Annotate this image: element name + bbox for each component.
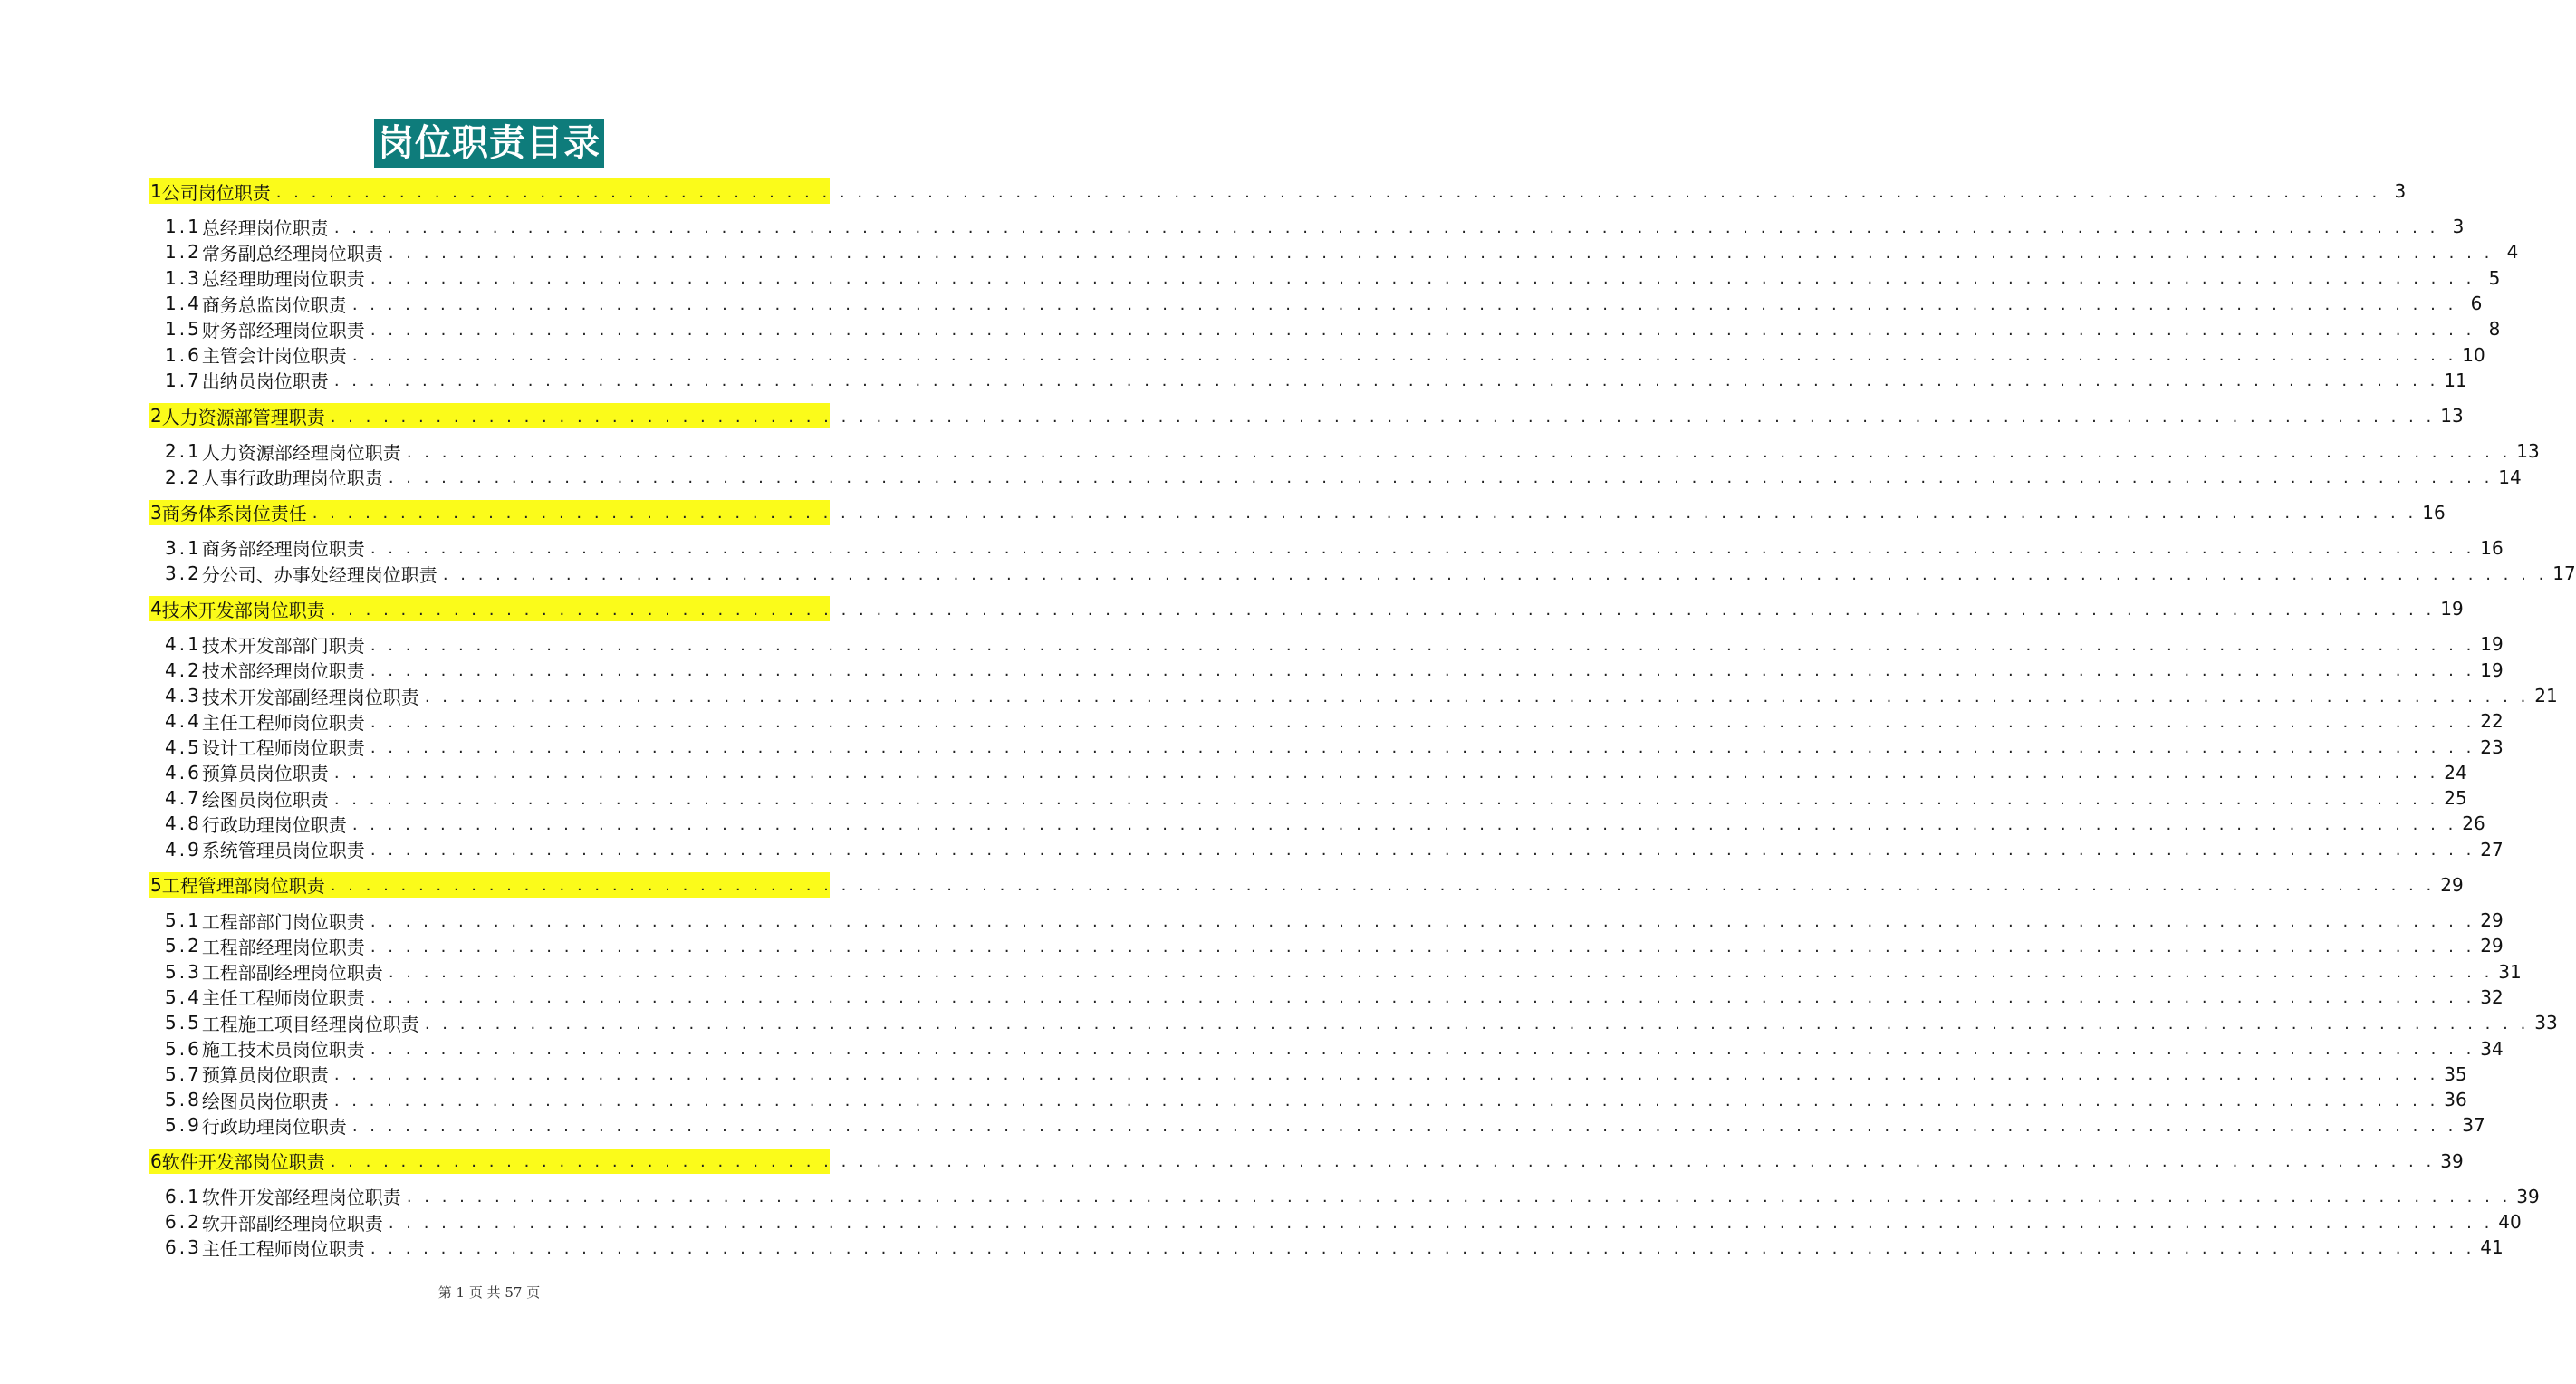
toc-section-entry[interactable] (149, 316, 2501, 341)
toc-section-title: 预算员岗位职责 (201, 763, 329, 785)
toc-section-number: 2.1 (165, 440, 202, 463)
toc-chapter-number: 5 (150, 873, 162, 896)
toc-section-number: 2.2 (165, 466, 202, 488)
toc-section-number: 4.2 (165, 658, 202, 681)
toc-dot-leader: . . . . . . . . . . . . . . . . . . . . . . . . . . . . . . . . . . . . . . . . . . . . . . . . . . . . . . . . . . . . . . . . . . . . . . . . . . . . . . . . . . . . . . . . . . . . . . . . . . . . . . . . . . . . . . . . . . . . . . . . (388, 1213, 2494, 1233)
toc-section-number: 1.3 (165, 266, 202, 289)
toc-section-page-number: 19 (2480, 633, 2504, 656)
toc-section-entry[interactable] (149, 683, 2558, 708)
toc-section-number: 4.8 (165, 812, 202, 835)
toc-section-title: 工程部经理岗位职责 (201, 936, 365, 958)
toc-dot-leader: . . . . . . . . . . . . . . . . . . . . . . . . . . . . . . . . . . . . . . . . . . . . . . . . . . . . . . . . . . . . . . . . . . . . . . . . . . . . . . . . . . . . . . . . . . . . . . . . . . . . . . . . . . . . . . . . . . . . . . . . (370, 988, 2475, 1008)
toc-section-page-number: 29 (2480, 909, 2504, 932)
toc-section-page-number: 3 (2452, 216, 2465, 238)
toc-section-page-number: 35 (2444, 1062, 2467, 1085)
toc-chapter-entry[interactable] (149, 500, 2446, 525)
toc-section-title: 绘图员岗位职责 (201, 1090, 329, 1112)
toc-section-page-number: 39 (2516, 1185, 2540, 1207)
toc-section-page-number: 14 (2498, 466, 2522, 488)
toc-section-number: 3.1 (165, 536, 202, 559)
toc-dot-leader: . . . . . . . . . . . . . . . . . . . . . . . . . . . . . . . . . . . . . . . . . . . . . . . . . . . . . . . . . . . . . . . . . . . . . . . . . . . . . . . . . . . . . . . . . . . . . . . . . . . . . . . . . . . . . . . . . . . . . . . . (330, 600, 2436, 620)
toc-dot-leader: . . . . . . . . . . . . . . . . . . . . . . . . . . . . . . . . . . . . . . . . . . . . . . . . . . . . . . . . . . . . . . . . . . . . . . . . . . . . . . . . . . . . . . . . . . . . . . . . . . . . . . . . . . . . . . . . . . . . . . . . (406, 1187, 2512, 1207)
toc-section-title: 主任工程师岗位职责 (201, 1237, 365, 1260)
toc-section-page-number: 41 (2480, 1236, 2504, 1259)
toc-section-page-number: 27 (2480, 838, 2504, 860)
toc-dot-leader: . . . . . . . . . . . . . . . . . . . . . . . . . . . . . . . . . . . . . . . . . . . . . . . . . . . . . . . . . . . . . . . . . . . . . . . . . . . . . . . . . . . . . . . . . . . . . . . . . . . . . . . . . . . . . . . . . . . . . . . . (330, 1152, 2436, 1172)
toc-dot-leader: . . . . . . . . . . . . . . . . . . . . . . . . . . . . . . . . . . . . . . . . . . . . . . . . . . . . . . . . . . . . . . . . . . . . . . . . . . . . . . . . . . . . . . . . . . . . . . . . . . . . . . . . . . . . . . . . . . . . . . . . (370, 269, 2475, 289)
toc-section-entry[interactable] (149, 341, 2485, 368)
toc-section-page-number: 11 (2444, 369, 2467, 391)
toc-chapter-page-number: 13 (2440, 405, 2464, 428)
toc-section-page-number: 25 (2444, 787, 2467, 810)
toc-chapter-page-number: 29 (2440, 873, 2464, 896)
toc-section-entry[interactable] (149, 708, 2504, 734)
toc-section-title: 技术开发部部门职责 (201, 634, 365, 657)
toc-dot-leader: . . . . . . . . . . . . . . . . . . . . . . . . . . . . . . . . . . . . . . . . . . . . . . . . . . . . . . . . . . . . . . . . . . . . . . . . . . . . . . . . . . . . . . . . . . . . . . . . . . . . . . . . . . . . . . . . . . . . . . . . (370, 911, 2475, 931)
toc-chapter-number: 1 (150, 180, 162, 202)
toc-section-title: 软开部副经理岗位职责 (201, 1212, 383, 1235)
toc-section-list (149, 1184, 2540, 1261)
toc-section-entry[interactable] (149, 933, 2504, 958)
toc-section-title: 设计工程师岗位职责 (201, 737, 365, 760)
toc-dot-leader: . . . . . . . . . . . . . . . . . . . . . . . . . . . . . . . . . . . . . . . . . . . . . . . . . . . . . . . . . . . . . . . . . . . . . . . . . . . . . . . . . . . . . . . . . . . . . . . . . . . . . . . . . . . . . . . . . . . . . . . . (370, 841, 2475, 860)
toc-section-title: 主管会计岗位职责 (201, 345, 347, 368)
toc-chapter-entry[interactable] (149, 178, 2407, 204)
toc-section-list (149, 214, 2519, 393)
toc-section-number: 1.4 (165, 293, 202, 315)
toc-section-page-number: 13 (2516, 440, 2540, 463)
toc-section-entry[interactable] (149, 631, 2504, 657)
toc-dot-leader: . . . . . . . . . . . . . . . . . . . . . . . . . . . . . . . . . . . . . . . . . . . . . . . . . . . . . . . . . . . . . . . . . . . . . . . . . . . . . . . . . . . . . . . . . . . . . . . . . . . . . . . . . . . . . . . . . . . . . . . . (370, 1040, 2475, 1060)
toc-dot-leader: . . . . . . . . . . . . . . . . . . . . . . . . . . . . . . . . . . . . . . . . . . . . . . . . . . . . . . . . . . . . . . . . . . . . . . . . . . . . . . . . . . . . . . . . . . . . . . . . . . . . . . . . . . . . . . . . . . . . . . . . (333, 371, 2439, 391)
toc-section-number: 1.5 (165, 318, 202, 341)
toc-section-title: 出纳员岗位职责 (201, 370, 329, 393)
toc-section-entry[interactable] (149, 1062, 2467, 1087)
toc-chapter-entry[interactable] (149, 872, 2464, 898)
toc-chapter-number: 2 (150, 405, 162, 428)
toc-dot-leader: . . . . . . . . . . . . . . . . . . . . . . . . . . . . . . . . . . . . . . . . . . . . . . . . . . . . . . . . . . . . . . . . . . . . . . . . . . . . . . . . . . . . . . . . . . . . . . . . . . . . . . . . . . . . . . . . . . . . . . . . (351, 814, 2457, 834)
toc-section-entry[interactable] (149, 239, 2519, 264)
toc-section-number: 4.3 (165, 685, 202, 706)
page-title: 岗位职责目录 (374, 119, 604, 168)
toc-dot-leader: . . . . . . . . . . . . . . . . . . . . . . . . . . . . . . . . . . . . . . . . . . . . . . . . . . . . . . . . . . . . . . . . . . . . . . . . . . . . . . . . . . . . . . . . . . . . . . . . . . . . . . . . . . . . . . . . . . . . . . . . (406, 442, 2512, 462)
toc-dot-leader: . . . . . . . . . . . . . . . . . . . . . . . . . . . . . . . . . . . . . . . . . . . . . . . . . . . . . . . . . . . . . . . . . . . . . . . . . . . . . . . . . . . . . . . . . . . . . . . . . . . . . . . . . . . . . . . . . . . . . . . . (370, 1238, 2475, 1258)
toc-section-entry[interactable] (149, 535, 2504, 561)
toc-section-number: 4.5 (165, 735, 202, 758)
toc-section-number: 5.1 (165, 909, 202, 932)
toc-dot-leader: . . . . . . . . . . . . . . . . . . . . . . . . . . . . . . . . . . . . . . . . . . . . . . . . . . . . . . . . . . . . . . . . . . . . . . . . . . . . . . . . . . . . . . . . . . . . . . . . . . . . . . . . . . . . . . . . . . . . . . . . (333, 217, 2439, 237)
toc-section-number: 4.4 (165, 710, 202, 733)
toc-dot-leader: . . . . . . . . . . . . . . . . . . . . . . . . . . . . . . . . . . . . . . . . . . . . . . . . . . . . . . . . . . . . . . . . . . . . . . . . . . . . . . . . . . . . . . . . . . . . . . . . . . . . . . . . . . . . . . . . . . . . . . . . (330, 876, 2436, 896)
toc-section-title: 系统管理员岗位职责 (201, 840, 365, 862)
toc-section-title: 技术部经理岗位职责 (201, 660, 365, 683)
toc-section-page-number: 8 (2488, 318, 2501, 341)
toc-section-number: 1.1 (165, 216, 202, 238)
page-footer: 第 1 页 共 57 页 (437, 1284, 541, 1301)
toc-chapter-entry[interactable] (149, 1149, 2464, 1174)
toc-dot-leader: . . . . . . . . . . . . . . . . . . . . . . . . . . . . . . . . . . . . . . . . . . . . . . . . . . . . . . . . . . . . . . . . . . . . . . . . . . . . . . . . . . . . . . . . . . . . . . . . . . . . . . . . . . . . . . . . . . . . . . . . (351, 346, 2457, 366)
toc-section-page-number: 22 (2480, 710, 2504, 733)
toc-dot-leader: . . . . . . . . . . . . . . . . . . . . . . . . . . . . . . . . . . . . . . . . . . . . . . . . . . . . . . . . . . . . . . . . . . . . . . . . . . . . . . . . . . . . . . . . . . . . . . . . . . . . . . . . . . . . . . . . . . . . . . . . (442, 564, 2548, 584)
toc-section-number: 3.2 (165, 562, 202, 585)
toc-section-entry[interactable] (149, 214, 2465, 239)
toc-chapter-title: 软件开发部岗位职责 (161, 1151, 325, 1174)
toc-section-title: 施工技术员岗位职责 (201, 1039, 365, 1062)
toc-chapter-title: 人力资源部管理职责 (161, 406, 325, 428)
toc-section-title: 主任工程师岗位职责 (201, 711, 365, 734)
toc-section-entry[interactable] (149, 1035, 2504, 1062)
toc-section-title: 人事行政助理岗位职责 (201, 467, 383, 490)
toc-section-number: 4.7 (165, 787, 202, 810)
toc-dot-leader: . . . . . . . . . . . . . . . . . . . . . . . . . . . . . . . . . . . . . . . . . . . . . . . . . . . . . . . . . . . . . . . . . . . . . . . . . . . . . . . . . . . . . . . . . . . . . . . . . . . . . . . . . . . . . . . . . . . . . . . . (370, 539, 2475, 559)
toc-section-number: 4.1 (165, 633, 202, 656)
toc-section-title: 软件开发部经理岗位职责 (201, 1187, 401, 1209)
toc-section-page-number: 6 (2470, 293, 2483, 315)
toc-section-title: 商务总监岗位职责 (201, 293, 347, 316)
toc-section-title: 人力资源部经理岗位职责 (201, 441, 401, 464)
toc-section-title: 常务副总经理岗位职责 (201, 242, 383, 264)
toc-dot-leader: . . . . . . . . . . . . . . . . . . . . . . . . . . . . . . . . . . . . . . . . . . . . . . . . . . . . . . . . . . . . . . . . . . . . . . . . . . . . . . . . . . . . . . . . . . . . . . . . . . . . . . . . . . . . . . . . . . . . . . . . (388, 243, 2494, 263)
toc-section-page-number: 4 (2506, 241, 2519, 264)
toc-section-page-number: 5 (2488, 266, 2501, 289)
toc-dot-leader: . . . . . . . . . . . . . . . . . . . . . . . . . . . . . . . . . . . . . . . . . . . . . . . . . . . . . . . . . . . . . . . . . . . . . . . . . . . . . . . . . . . . . . . . . . . . . . . . . . . . . . . . . . . . . . . . . . . . . . . . (370, 635, 2475, 655)
toc-section-entry[interactable] (149, 734, 2504, 760)
toc-section-page-number: 33 (2534, 1012, 2558, 1034)
toc-section-page-number: 34 (2480, 1037, 2504, 1060)
toc-section-entry[interactable] (149, 908, 2504, 933)
toc-section-entry[interactable] (149, 785, 2467, 811)
toc-dot-leader: . . . . . . . . . . . . . . . . . . . . . . . . . . . . . . . . . . . . . . . . . . . . . . . . . . . . . . . . . . . . . . . . . . . . . . . . . . . . . . . . . . . . . . . . . . . . . . . . . . . . . . . . . . . . . . . . . . . . . . . . (351, 1116, 2457, 1136)
toc-dot-leader: . . . . . . . . . . . . . . . . . . . . . . . . . . . . . . . . . . . . . . . . . . . . . . . . . . . . . . . . . . . . . . . . . . . . . . . . . . . . . . . . . . . . . . . . . . . . . . . . . . . . . . . . . . . . . . . . . . . . . . . . (424, 1014, 2530, 1033)
toc-section-number: 5.7 (165, 1062, 202, 1085)
toc-chapter-page-number: 39 (2440, 1149, 2464, 1172)
toc-section-number: 6.3 (165, 1236, 202, 1259)
toc-section-number: 4.9 (165, 838, 202, 860)
toc-section-entry[interactable] (149, 1184, 2540, 1209)
toc-section-number: 5.4 (165, 985, 202, 1008)
toc-section-number: 1.2 (165, 241, 202, 264)
toc-dot-leader: . . . . . . . . . . . . . . . . . . . . . . . . . . . . . . . . . . . . . . . . . . . . . . . . . . . . . . . . . . . . . . . . . . . . . . . . . . . . . . . . . . . . . . . . . . . . . . . . . . . . . . . . . . . . . . . . . . . . . . . . (370, 937, 2475, 956)
toc-section-page-number: 36 (2444, 1089, 2467, 1111)
toc-section-title: 工程部副经理岗位职责 (201, 962, 383, 985)
toc-section-number: 1.7 (165, 369, 202, 391)
toc-chapter-entry[interactable] (149, 596, 2464, 621)
toc-section-title: 商务部经理岗位职责 (201, 538, 365, 561)
toc-section-page-number: 40 (2498, 1211, 2522, 1234)
toc-section-entry[interactable] (149, 368, 2467, 393)
toc-chapter-number: 3 (150, 501, 162, 524)
toc-section-page-number: 32 (2480, 985, 2504, 1008)
toc-dot-leader: . . . . . . . . . . . . . . . . . . . . . . . . . . . . . . . . . . . . . . . . . . . . . . . . . . . . . . . . . . . . . . . . . . . . . . . . . . . . . . . . . . . . . . . . . . . . . . . . . . . . . . . . . . . . . . . . . . . . . . . . (370, 661, 2475, 681)
toc-section-title: 总经理岗位职责 (201, 216, 329, 239)
toc-section-page-number: 29 (2480, 935, 2504, 957)
toc-dot-leader: . . . . . . . . . . . . . . . . . . . . . . . . . . . . . . . . . . . . . . . . . . . . . . . . . . . . . . . . . . . . . . . . . . . . . . . . . . . . . . . . . . . . . . . . . . . . . . . . . . . . . . . . . . . . . . . . . . . . . . . . (424, 687, 2530, 706)
toc-section-entry[interactable] (149, 811, 2485, 836)
toc-section-title: 主任工程师岗位职责 (201, 987, 365, 1010)
toc-section-page-number: 37 (2462, 1114, 2485, 1137)
toc-section-number: 5.9 (165, 1114, 202, 1137)
toc-section-title: 工程部部门岗位职责 (201, 910, 365, 933)
toc-dot-leader: . . . . . . . . . . . . . . . . . . . . . . . . . . . . . . . . . . . . . . . . . . . . . . . . . . . . . . . . . . . . . . . . . . . . . . . . . . . . . . . . . . . . . . . . . . . . . . . . . . . . . . . . . . . . . . . . . . . . . . . . (351, 294, 2457, 314)
toc-dot-leader: . . . . . . . . . . . . . . . . . . . . . . . . . . . . . . . . . . . . . . . . . . . . . . . . . . . . . . . . . . . . . . . . . . . . . . . . . . . . . . . . . . . . . . . . . . . . . . . . . . . . . . . . . . . . . . . . . . . . . . . . (370, 320, 2475, 340)
toc-section-number: 5.3 (165, 960, 202, 983)
toc-section-page-number: 19 (2480, 658, 2504, 681)
table-of-contents (149, 178, 2576, 1261)
toc-section-title: 预算员岗位职责 (201, 1064, 329, 1087)
toc-section-page-number: 10 (2462, 343, 2485, 366)
toc-dot-leader: . . . . . . . . . . . . . . . . . . . . . . . . . . . . . . . . . . . . . . . . . . . . . . . . . . . . . . . . . . . . . . . . . . . . . . . . . . . . . . . . . . . . . . . . . . . . . . . . . . . . . . . . . . . . . . . . . . . . . . . . (333, 1091, 2439, 1110)
toc-section-entry[interactable] (149, 1112, 2485, 1138)
toc-section-title: 技术开发部副经理岗位职责 (201, 686, 419, 708)
toc-section-title: 财务部经理岗位职责 (201, 319, 365, 341)
toc-dot-leader: . . . . . . . . . . . . . . . . . . . . . . . . . . . . . . . . . . . . . . . . . . . . . . . . . . . . . . . . . . . . . . . . . . . . . . . . . . . . . . . . . . . . . . . . . . . . . . . . . . . . . . . . . . . . . . . . . . . . . . . . (388, 963, 2494, 983)
toc-section-number: 6.1 (165, 1185, 202, 1207)
toc-dot-leader: . . . . . . . . . . . . . . . . . . . . . . . . . . . . . . . . . . . . . . . . . . . . . . . . . . . . . . . . . . . . . . . . . . . . . . . . . . . . . . . . . . . . . . . . . . . . . . . . . . . . . . . . . . . . . . . . . . . . . . . . (370, 712, 2475, 732)
toc-section-title: 行政助理岗位职责 (201, 814, 347, 836)
toc-section-page-number: 31 (2498, 960, 2522, 983)
toc-section-list (149, 535, 2576, 587)
toc-section-title: 行政助理岗位职责 (201, 1115, 347, 1138)
toc-chapter-page-number: 16 (2422, 501, 2446, 524)
title-container (0, 119, 978, 168)
toc-section-number: 4.6 (165, 761, 202, 783)
toc-chapter-page-number: 19 (2440, 598, 2464, 620)
toc-section-entry[interactable] (149, 1087, 2467, 1112)
toc-section-entry[interactable] (149, 464, 2522, 490)
toc-dot-leader: . . . . . . . . . . . . . . . . . . . . . . . . . . . . . . . . . . . . . . . . . . . . . . . . . . . . . . . . . . . . . . . . . . . . . . . . . . . . . . . . . . . . . . . . . . . . . . . . . . . . . . . . . . . . . . . . . . . . . . . . (388, 468, 2494, 488)
toc-section-number: 5.2 (165, 935, 202, 957)
toc-section-page-number: 26 (2462, 812, 2485, 835)
toc-dot-leader: . . . . . . . . . . . . . . . . . . . . . . . . . . . . . . . . . . . . . . . . . . . . . . . . . . . . . . . . . . . . . . . . . . . . . . . . . . . . . . . . . . . . . . . . . . . . . . . . . . . . . . . . . . . . . . . . . . . . . . . . (275, 182, 2381, 202)
toc-section-entry[interactable] (149, 760, 2467, 785)
toc-chapter-number: 4 (150, 598, 162, 620)
toc-section-page-number: 16 (2480, 536, 2504, 559)
toc-section-page-number: 17 (2552, 562, 2576, 585)
toc-section-entry[interactable] (149, 837, 2504, 862)
toc-chapter-title: 商务体系岗位责任 (161, 503, 307, 525)
toc-section-list (149, 631, 2558, 862)
toc-section-page-number: 24 (2444, 761, 2467, 783)
toc-section-title: 总经理助理岗位职责 (201, 268, 365, 291)
toc-section-entry[interactable] (149, 1209, 2522, 1235)
toc-chapter-page-number: 3 (2394, 180, 2407, 202)
toc-dot-leader: . . . . . . . . . . . . . . . . . . . . . . . . . . . . . . . . . . . . . . . . . . . . . . . . . . . . . . . . . . . . . . . . . . . . . . . . . . . . . . . . . . . . . . . . . . . . . . . . . . . . . . . . . . . . . . . . . . . . . . . . (333, 764, 2439, 783)
toc-section-list (149, 438, 2540, 490)
toc-chapter-entry[interactable] (149, 403, 2464, 428)
toc-section-entry[interactable] (149, 1010, 2558, 1035)
toc-section-number: 1.6 (165, 343, 202, 366)
toc-section-list (149, 908, 2558, 1139)
toc-dot-leader: . . . . . . . . . . . . . . . . . . . . . . . . . . . . . . . . . . . . . . . . . . . . . . . . . . . . . . . . . . . . . . . . . . . . . . . . . . . . . . . . . . . . . . . . . . . . . . . . . . . . . . . . . . . . . . . . . . . . . . . . (330, 407, 2436, 427)
toc-chapter-title: 技术开发部岗位职责 (161, 599, 325, 621)
toc-section-number: 5.6 (165, 1037, 202, 1060)
toc-section-entry[interactable] (149, 265, 2501, 291)
toc-dot-leader: . . . . . . . . . . . . . . . . . . . . . . . . . . . . . . . . . . . . . . . . . . . . . . . . . . . . . . . . . . . . . . . . . . . . . . . . . . . . . . . . . . . . . . . . . . . . . . . . . . . . . . . . . . . . . . . . . . . . . . . . (312, 504, 2417, 524)
toc-section-title: 绘图员岗位职责 (201, 788, 329, 811)
toc-section-entry[interactable] (149, 561, 2576, 586)
toc-section-number: 5.8 (165, 1089, 202, 1111)
toc-section-page-number: 21 (2534, 685, 2558, 706)
toc-dot-leader: . . . . . . . . . . . . . . . . . . . . . . . . . . . . . . . . . . . . . . . . . . . . . . . . . . . . . . . . . . . . . . . . . . . . . . . . . . . . . . . . . . . . . . . . . . . . . . . . . . . . . . . . . . . . . . . . . . . . . . . . (333, 789, 2439, 809)
toc-section-number: 5.5 (165, 1012, 202, 1034)
toc-chapter-title: 公司岗位职责 (161, 181, 271, 204)
toc-section-number: 6.2 (165, 1211, 202, 1234)
toc-dot-leader: . . . . . . . . . . . . . . . . . . . . . . . . . . . . . . . . . . . . . . . . . . . . . . . . . . . . . . . . . . . . . . . . . . . . . . . . . . . . . . . . . . . . . . . . . . . . . . . . . . . . . . . . . . . . . . . . . . . . . . . . (370, 738, 2475, 758)
toc-section-title: 工程施工项目经理岗位职责 (201, 1013, 419, 1035)
toc-section-entry[interactable] (149, 985, 2504, 1010)
toc-section-page-number: 23 (2480, 735, 2504, 758)
toc-chapter-title: 工程管理部岗位职责 (161, 875, 325, 898)
toc-chapter-number: 6 (150, 1149, 162, 1172)
toc-dot-leader: . . . . . . . . . . . . . . . . . . . . . . . . . . . . . . . . . . . . . . . . . . . . . . . . . . . . . . . . . . . . . . . . . . . . . . . . . . . . . . . . . . . . . . . . . . . . . . . . . . . . . . . . . . . . . . . . . . . . . . . . (333, 1065, 2439, 1085)
toc-section-entry[interactable] (149, 959, 2522, 985)
toc-section-entry[interactable] (149, 1235, 2504, 1260)
toc-section-entry[interactable] (149, 438, 2540, 464)
toc-section-entry[interactable] (149, 658, 2504, 683)
toc-section-title: 分公司、办事处经理岗位职责 (201, 563, 437, 586)
toc-section-entry[interactable] (149, 291, 2483, 316)
